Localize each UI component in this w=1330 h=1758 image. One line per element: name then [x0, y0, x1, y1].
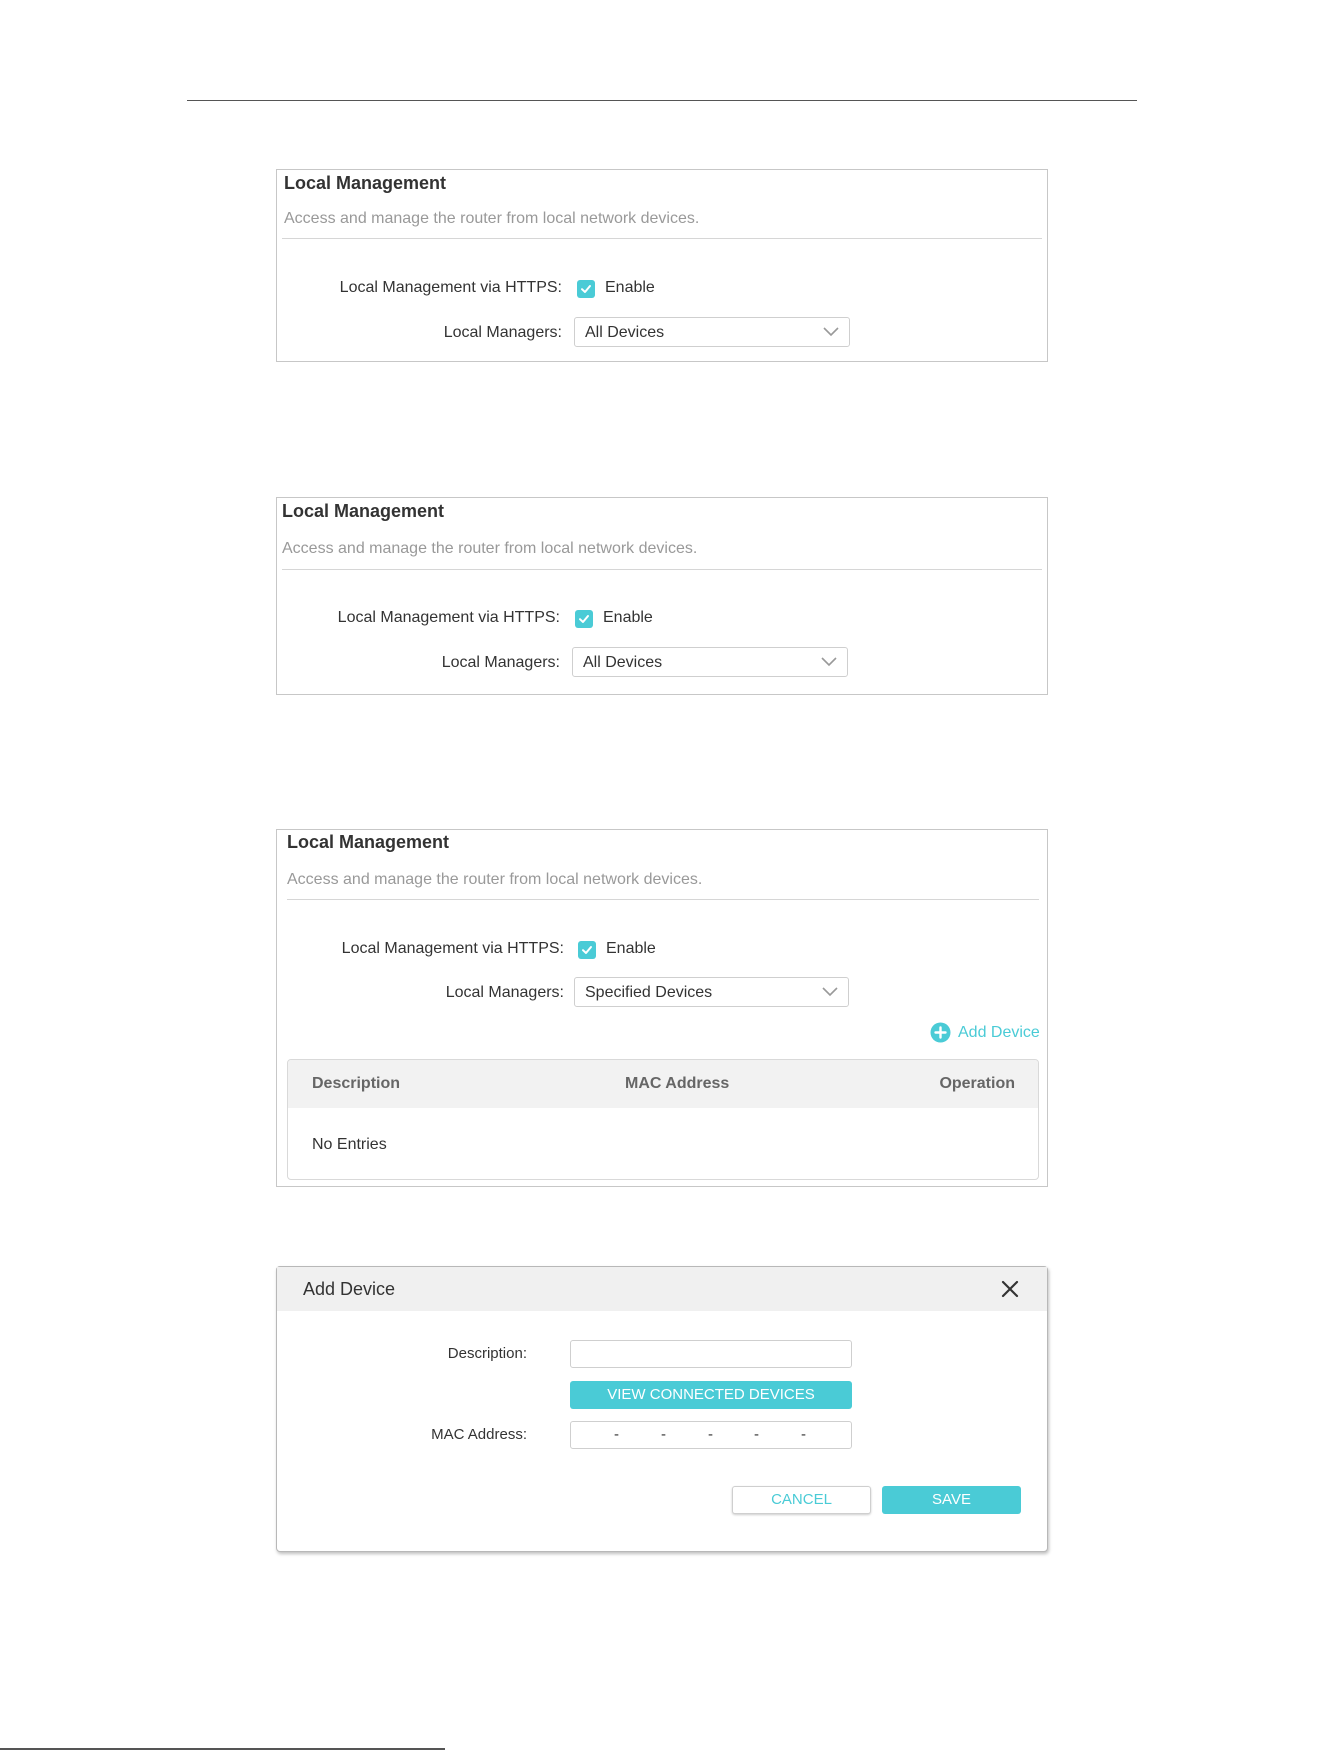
column-description: Description [312, 1075, 401, 1092]
dialog-header [277, 1267, 1047, 1311]
https-enable-checkbox[interactable] [578, 941, 596, 959]
plus-circle-icon [930, 1022, 951, 1043]
divider [282, 569, 1042, 570]
checkmark-icon [579, 282, 593, 296]
mac-separator: - [801, 1426, 806, 1443]
local-management-panel-1 [276, 169, 1048, 362]
chevron-down-icon [822, 987, 838, 997]
view-connected-devices-button[interactable]: VIEW CONNECTED DEVICES [570, 1381, 852, 1409]
table-header [288, 1060, 1038, 1108]
checkmark-icon [577, 612, 591, 626]
local-managers-value: All Devices [585, 324, 665, 341]
panel-title: Local Management [282, 501, 445, 521]
description-label: Description: [447, 1345, 527, 1362]
divider [287, 899, 1039, 900]
https-label: Local Management via HTTPS: [337, 609, 560, 626]
https-enable-label: Enable [605, 279, 655, 296]
add-device-dialog [276, 1266, 1048, 1552]
local-managers-select[interactable] [574, 317, 850, 347]
column-operation: Operation [939, 1075, 1015, 1092]
checkmark-icon [580, 943, 594, 957]
save-button[interactable]: SAVE [882, 1486, 1021, 1514]
mac-separator: - [661, 1426, 666, 1443]
dialog-title: Add Device [303, 1279, 396, 1299]
panel-title: Local Management [284, 173, 447, 193]
mac-separator: - [708, 1426, 713, 1443]
add-device-label: Add Device [958, 1024, 1040, 1041]
mac-address-label: MAC Address: [431, 1426, 527, 1443]
https-enable-checkbox[interactable] [577, 280, 595, 298]
panel-title: Local Management [287, 832, 450, 852]
https-enable-label: Enable [603, 609, 653, 626]
https-label: Local Management via HTTPS: [341, 940, 564, 957]
cancel-button[interactable]: CANCEL [732, 1486, 871, 1514]
local-managers-label: Local Managers: [443, 324, 562, 341]
column-mac-address: MAC Address [625, 1075, 730, 1092]
panel-description: Access and manage the router from local network devices. [287, 871, 703, 888]
chevron-down-icon [823, 327, 839, 337]
description-field[interactable] [570, 1340, 852, 1368]
close-icon[interactable] [1001, 1280, 1019, 1298]
managers-table [287, 1059, 1039, 1180]
mac-separator: - [614, 1426, 619, 1443]
local-management-panel-2 [276, 497, 1048, 695]
local-managers-label: Local Managers: [445, 984, 564, 1001]
https-label: Local Management via HTTPS: [339, 279, 562, 296]
page-footer-rule [0, 1748, 445, 1750]
local-managers-label: Local Managers: [441, 654, 560, 671]
chevron-down-icon [821, 657, 837, 667]
local-managers-select[interactable] [574, 977, 849, 1007]
page-header-rule [187, 100, 1137, 101]
panel-description: Access and manage the router from local network devices. [284, 210, 700, 227]
table-empty-message: No Entries [312, 1136, 387, 1153]
https-enable-label: Enable [606, 940, 656, 957]
panel-description: Access and manage the router from local network devices. [282, 540, 698, 557]
local-managers-value: All Devices [583, 654, 663, 671]
divider [282, 238, 1042, 239]
local-managers-value: Specified Devices [585, 984, 713, 1001]
https-enable-checkbox[interactable] [575, 610, 593, 628]
local-managers-select[interactable] [572, 647, 848, 677]
mac-separator: - [754, 1426, 759, 1443]
mac-address-field[interactable] [570, 1421, 852, 1449]
